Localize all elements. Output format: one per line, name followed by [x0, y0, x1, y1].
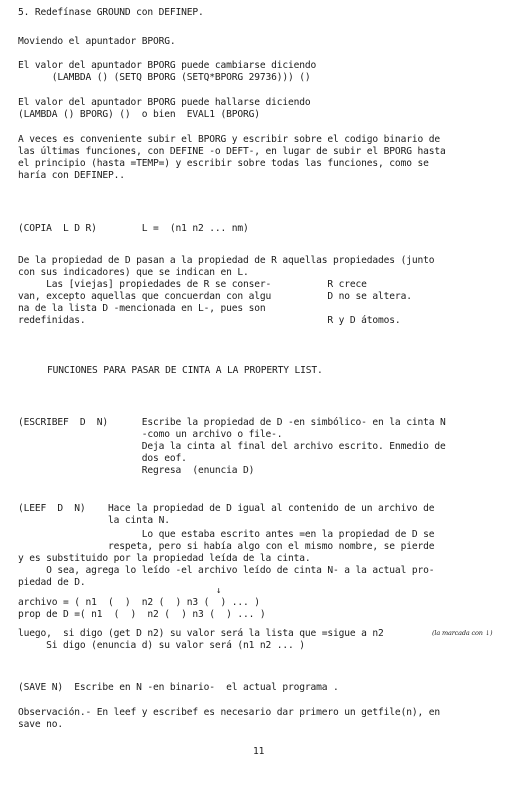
line-copia-desc-3: Las [viejas] propiedades de R se conser- R crece — [18, 279, 367, 290]
line-redefinase: 5. Redefínase GROUND con DEFINEP. — [18, 7, 204, 18]
line-observacion-1: Observación.- En leef y escribef es necesario dar primero un getfile(n), en — [18, 707, 440, 718]
line-luego: luego, si digo (get D n2) su valor será la lista que =sigue a n2 — [18, 628, 384, 639]
line-copia-desc-6: redefinidas. R y D átomos. — [18, 315, 401, 326]
line-leef-5: y es substituido por la propiedad leída de la cinta. — [18, 553, 311, 564]
line-moviendo: Moviendo el apuntador BPORG. — [18, 36, 176, 47]
line-copia-desc-1: De la propiedad de D pasan a la propiedad de R aquellas propiedades (junto — [18, 255, 435, 266]
line-aveces-4: haría con DEFINEP.. — [18, 170, 125, 181]
line-observacion-2: save no. — [18, 719, 64, 730]
handwritten-note: (la marcada con ↓) — [432, 629, 493, 637]
section-heading-funciones: FUNCIONES PARA PASAR DE CINTA A LA PROPERTY LIST. — [47, 365, 323, 376]
line-lambda-setq: (LAMBDA () (SETQ BPORG (SETQ*BPORG 29736))) () — [18, 72, 311, 83]
line-escribef-2: -como un archivo o file-. — [18, 429, 283, 440]
line-aveces-2: las últimas funciones, con DEFINE -o DEFT-, en lugar de subir el BPORG hasta — [18, 146, 446, 157]
line-copia-desc-5: na de la lista D -mencionada en L-, pues son — [18, 303, 266, 314]
line-copia-desc-4: van, excepto aquellas que concuerdan con algu D no se altera. — [18, 291, 412, 302]
line-archivo: archivo = ( n1 ( ) n2 ( ) n3 ( ) ... ) — [18, 597, 260, 608]
line-leef-2: la cinta N. — [18, 515, 170, 526]
line-si-digo: Si digo (enuncia d) su valor será (n1 n2 ... ) — [18, 640, 305, 651]
line-leef-1: (LEEF D N) Hace la propiedad de D igual al contenido de un archivo de — [18, 503, 435, 514]
line-prop-de-d: prop de D =( n1 ( ) n2 ( ) n3 ( ) ... ) — [18, 609, 266, 620]
line-copia-desc-2: con sus indicadores) que se indican en L. — [18, 267, 249, 278]
line-leef-4: respeta, pero si había algo con el mismo nombre, se pierde — [18, 541, 435, 552]
line-copia-heading: (COPIA L D R) L = (n1 n2 ... nm) — [18, 223, 249, 234]
line-leef-3: Lo que estaba escrito antes =en la propiedad de D se — [18, 529, 435, 540]
line-valor-cambiar: El valor del apuntador BPORG puede cambiarse diciendo — [18, 60, 317, 71]
line-leef-6: O sea, agrega lo leído -el archivo leído de cinta N- a la actual pro- — [18, 565, 435, 576]
line-aveces-3: el principio (hasta =TEMP=) y escribir sobre todas las funciones, como se — [18, 158, 429, 169]
line-aveces-1: A veces es conveniente subir el BPORG y escribir sobre el codigo binario de — [18, 134, 440, 145]
hand-arrow-icon: ↓ — [216, 586, 222, 596]
line-save: (SAVE N) Escribe en N -en binario- el actual programa . — [18, 682, 339, 693]
line-lambda-eval: (LAMBDA () BPORG) () o bien EVAL1 (BPORG) — [18, 109, 260, 120]
line-escribef-4: dos eof. — [18, 453, 187, 464]
page-number: 11 — [253, 746, 265, 757]
line-escribef-5: Regresa (enuncia D) — [18, 465, 255, 476]
line-escribef-1: (ESCRIBEF D N) Escribe la propiedad de D -en simbólico- en la cinta N — [18, 417, 446, 428]
line-escribef-3: Deja la cinta al final del archivo escrito. Enmedio de — [18, 441, 446, 452]
line-leef-7: piedad de D. — [18, 577, 86, 588]
line-valor-hallar: El valor del apuntador BPORG puede hallarse diciendo — [18, 97, 311, 108]
